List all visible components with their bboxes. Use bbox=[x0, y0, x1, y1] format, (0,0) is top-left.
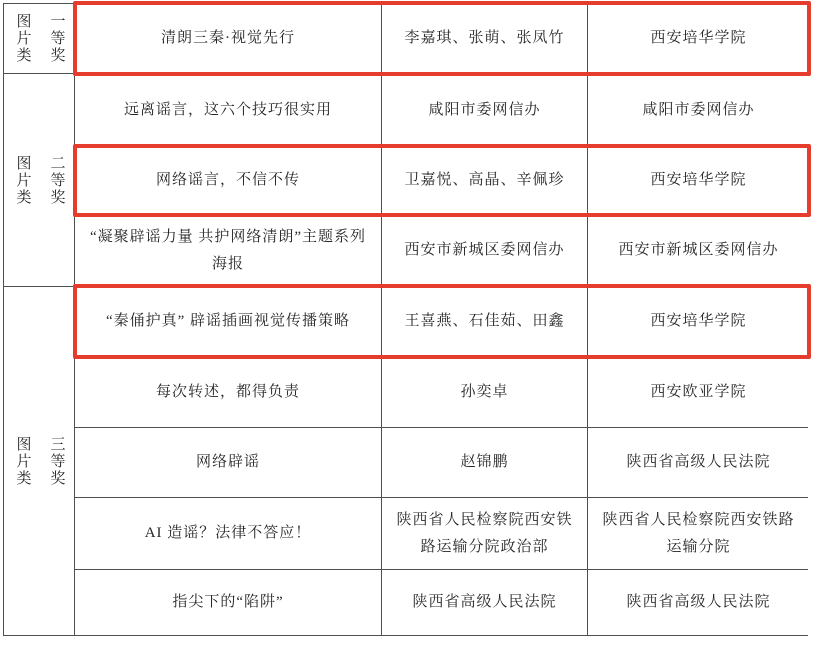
organization-cell: 咸阳市委网信办 bbox=[588, 74, 809, 146]
author-cell: 赵锦鹏 bbox=[382, 428, 587, 497]
organization-cell: 陕西省高级人民法院 bbox=[588, 428, 809, 497]
author-cell: 西安市新城区委网信办 bbox=[382, 215, 587, 286]
organization-cell: 陕西省高级人民法院 bbox=[588, 570, 809, 635]
author-cell: 咸阳市委网信办 bbox=[382, 74, 587, 146]
work-title-cell: 网络谣言，不信不传 bbox=[75, 147, 381, 214]
awards-grid bbox=[3, 3, 808, 636]
organization-cell: 西安培华学院 bbox=[588, 147, 809, 214]
work-title-cell: 每次转述，都得负责 bbox=[75, 357, 381, 427]
author-cell: 陕西省人民检察院西安铁路运输分院政治部 bbox=[382, 498, 587, 569]
category-cell-first-prize bbox=[4, 4, 74, 73]
work-title-cell: 清朗三秦·视觉先行 bbox=[75, 4, 381, 73]
category-label: 图片类 bbox=[14, 13, 31, 64]
work-title-cell: “凝聚辟谣力量 共护网络清朗”主题系列海报 bbox=[75, 215, 381, 286]
author-cell: 卫嘉悦、高晶、辛佩珍 bbox=[382, 147, 587, 214]
awards-table bbox=[3, 3, 807, 636]
author-cell: 孙奕卓 bbox=[382, 357, 587, 427]
work-title-cell: 指尖下的“陷阱” bbox=[75, 570, 381, 635]
author-cell: 陕西省高级人民法院 bbox=[382, 570, 587, 635]
category-label: 图片类 bbox=[14, 154, 31, 206]
work-title-cell: AI 造谣？法律不答应！ bbox=[75, 498, 381, 569]
work-title-cell: “秦俑护真” 辟谣插画视觉传播策略 bbox=[75, 287, 381, 356]
award-tier-label: 一等奖 bbox=[48, 13, 65, 64]
award-tier-label: 三等奖 bbox=[48, 435, 65, 487]
author-cell: 王喜燕、石佳茹、田鑫 bbox=[382, 287, 587, 356]
organization-cell: 西安欧亚学院 bbox=[588, 357, 809, 427]
organization-cell: 西安培华学院 bbox=[588, 287, 809, 356]
work-title-cell: 网络辟谣 bbox=[75, 428, 381, 497]
award-tier-label: 二等奖 bbox=[48, 154, 65, 206]
category-label: 图片类 bbox=[14, 435, 31, 487]
organization-cell: 陕西省人民检察院西安铁路运输分院 bbox=[588, 498, 809, 569]
category-cell-third-prize bbox=[4, 287, 74, 635]
author-cell: 李嘉琪、张萌、张凤竹 bbox=[382, 4, 587, 73]
organization-cell: 西安市新城区委网信办 bbox=[588, 215, 809, 286]
work-title-cell: 远离谣言，这六个技巧很实用 bbox=[75, 74, 381, 146]
organization-cell: 西安培华学院 bbox=[588, 4, 809, 73]
category-cell-second-prize bbox=[4, 74, 74, 286]
